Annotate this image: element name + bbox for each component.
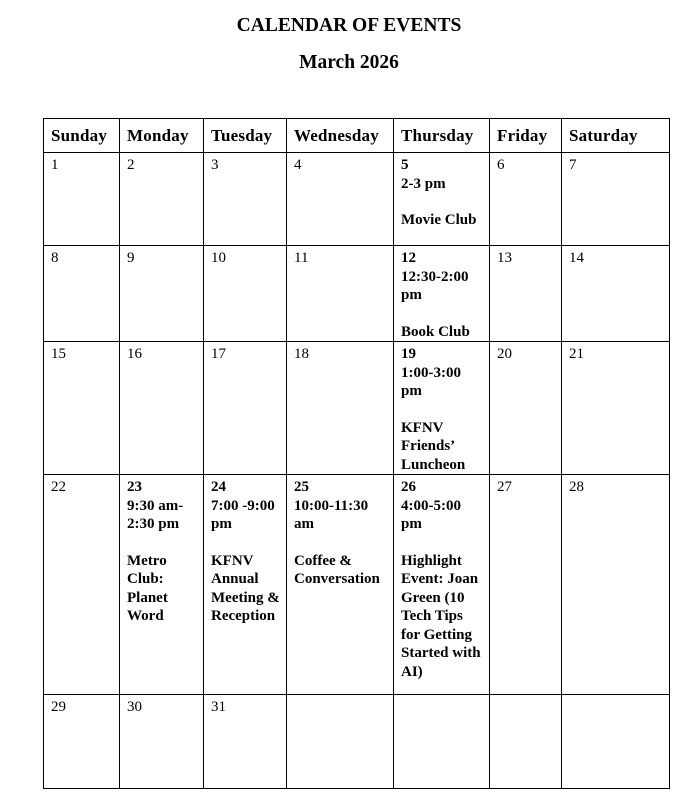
event-name: Metro Club: Planet Word xyxy=(127,552,168,624)
event-time: 2-3 pm xyxy=(401,175,446,192)
weekday-header-sunday: Sunday xyxy=(44,119,120,153)
calendar-day-cell xyxy=(394,246,490,342)
day-number: 13 xyxy=(497,250,512,266)
day-number: 20 xyxy=(497,346,512,362)
calendar-day-cell xyxy=(44,153,120,246)
day-number: 5 xyxy=(401,157,409,173)
day-number: 21 xyxy=(569,346,584,362)
day-number: 25 xyxy=(294,479,309,495)
calendar-body xyxy=(44,153,670,789)
calendar-day-cell xyxy=(204,475,287,695)
calendar-day-cell xyxy=(44,246,120,342)
event-name: Movie Club xyxy=(401,212,477,228)
calendar-day-cell xyxy=(204,695,287,789)
day-number: 6 xyxy=(497,157,505,173)
day-number: 2 xyxy=(127,157,135,173)
calendar-day-cell xyxy=(394,475,490,695)
calendar-day-cell xyxy=(44,342,120,475)
calendar-week-row xyxy=(44,475,670,695)
calendar-day-cell xyxy=(287,153,394,246)
calendar-day-cell xyxy=(490,342,562,475)
weekday-header-thursday: Thursday xyxy=(394,119,490,153)
calendar-day-cell xyxy=(120,475,204,695)
calendar-day-cell xyxy=(490,246,562,342)
day-number: 29 xyxy=(51,699,66,715)
day-number: 26 xyxy=(401,479,416,495)
event-name: Book Club xyxy=(401,323,470,340)
day-number: 19 xyxy=(401,346,416,362)
day-number: 28 xyxy=(569,479,584,495)
event-spacer xyxy=(294,534,387,552)
page-title: CALENDAR OF EVENTS xyxy=(236,15,462,36)
calendar-week-row xyxy=(44,342,670,475)
event-time: 10:00-11:30 am xyxy=(294,497,369,532)
page-subtitle: March 2026 xyxy=(299,52,399,73)
weekday-header-saturday: Saturday xyxy=(562,119,670,153)
calendar-day-cell xyxy=(120,695,204,789)
calendar-week-row xyxy=(44,153,670,246)
day-number: 1 xyxy=(51,157,59,173)
calendar-day-cell xyxy=(120,246,204,342)
day-number: 11 xyxy=(294,250,309,266)
day-number: 24 xyxy=(211,479,226,495)
day-number: 22 xyxy=(51,479,66,495)
calendar-day-cell xyxy=(287,246,394,342)
calendar-day-cell xyxy=(490,695,562,789)
day-number: 30 xyxy=(127,699,142,715)
event-name: Coffee & Conversation xyxy=(294,552,380,587)
weekday-header-wednesday: Wednesday xyxy=(287,119,394,153)
event-name: Highlight Event: Joan Green (10 Tech Tips for Getting Started with AI) xyxy=(401,552,481,680)
calendar-day-cell xyxy=(562,153,670,246)
event-name: KFNV Friends’ Luncheon xyxy=(401,419,466,473)
day-number: 4 xyxy=(294,157,302,173)
event-spacer xyxy=(401,401,483,419)
calendar-week-row xyxy=(44,695,670,789)
day-number: 14 xyxy=(569,250,584,266)
day-number: 15 xyxy=(51,346,66,362)
calendar-table xyxy=(43,118,670,789)
day-number: 9 xyxy=(127,250,135,266)
event-name: KFNV Annual Meeting & Reception xyxy=(211,552,280,624)
calendar-day-cell xyxy=(394,342,490,475)
event-spacer xyxy=(127,534,197,552)
event-spacer xyxy=(401,305,483,323)
event-time: 4:00-5:00 pm xyxy=(401,497,461,532)
event-time: 9:30 am-2:30 pm xyxy=(127,497,184,532)
calendar-day-cell xyxy=(287,695,394,789)
day-number: 18 xyxy=(294,346,309,362)
weekday-header-tuesday: Tuesday xyxy=(204,119,287,153)
event-time: 1:00-3:00 pm xyxy=(401,364,461,399)
event-time: 12:30-2:00 pm xyxy=(401,268,469,303)
weekday-header-friday: Friday xyxy=(490,119,562,153)
calendar-day-cell xyxy=(394,153,490,246)
event-spacer xyxy=(401,534,483,552)
calendar-day-cell xyxy=(394,695,490,789)
calendar-week-row xyxy=(44,246,670,342)
calendar-day-cell xyxy=(287,475,394,695)
weekday-header-monday: Monday xyxy=(120,119,204,153)
calendar-day-cell xyxy=(562,342,670,475)
calendar-day-cell xyxy=(44,695,120,789)
day-number: 7 xyxy=(569,157,577,173)
day-number: 17 xyxy=(211,346,226,362)
weekday-header-row xyxy=(44,119,670,153)
day-number: 23 xyxy=(127,479,142,495)
day-number: 27 xyxy=(497,479,512,495)
calendar-day-cell xyxy=(204,342,287,475)
event-spacer xyxy=(211,534,280,552)
calendar-day-cell xyxy=(562,475,670,695)
calendar-day-cell xyxy=(204,246,287,342)
day-number: 3 xyxy=(211,157,219,173)
day-number: 12 xyxy=(401,250,416,266)
calendar-day-cell xyxy=(287,342,394,475)
calendar-day-cell xyxy=(120,342,204,475)
calendar-day-cell xyxy=(120,153,204,246)
calendar-day-cell xyxy=(562,695,670,789)
calendar-day-cell xyxy=(490,153,562,246)
day-number: 8 xyxy=(51,250,59,266)
calendar-day-cell xyxy=(204,153,287,246)
event-time: 7:00 -9:00 pm xyxy=(211,497,275,532)
calendar-day-cell xyxy=(44,475,120,695)
event-spacer xyxy=(401,193,483,211)
day-number: 16 xyxy=(127,346,142,362)
calendar-day-cell xyxy=(490,475,562,695)
day-number: 10 xyxy=(211,250,226,266)
day-number: 31 xyxy=(211,699,226,715)
calendar-day-cell xyxy=(562,246,670,342)
